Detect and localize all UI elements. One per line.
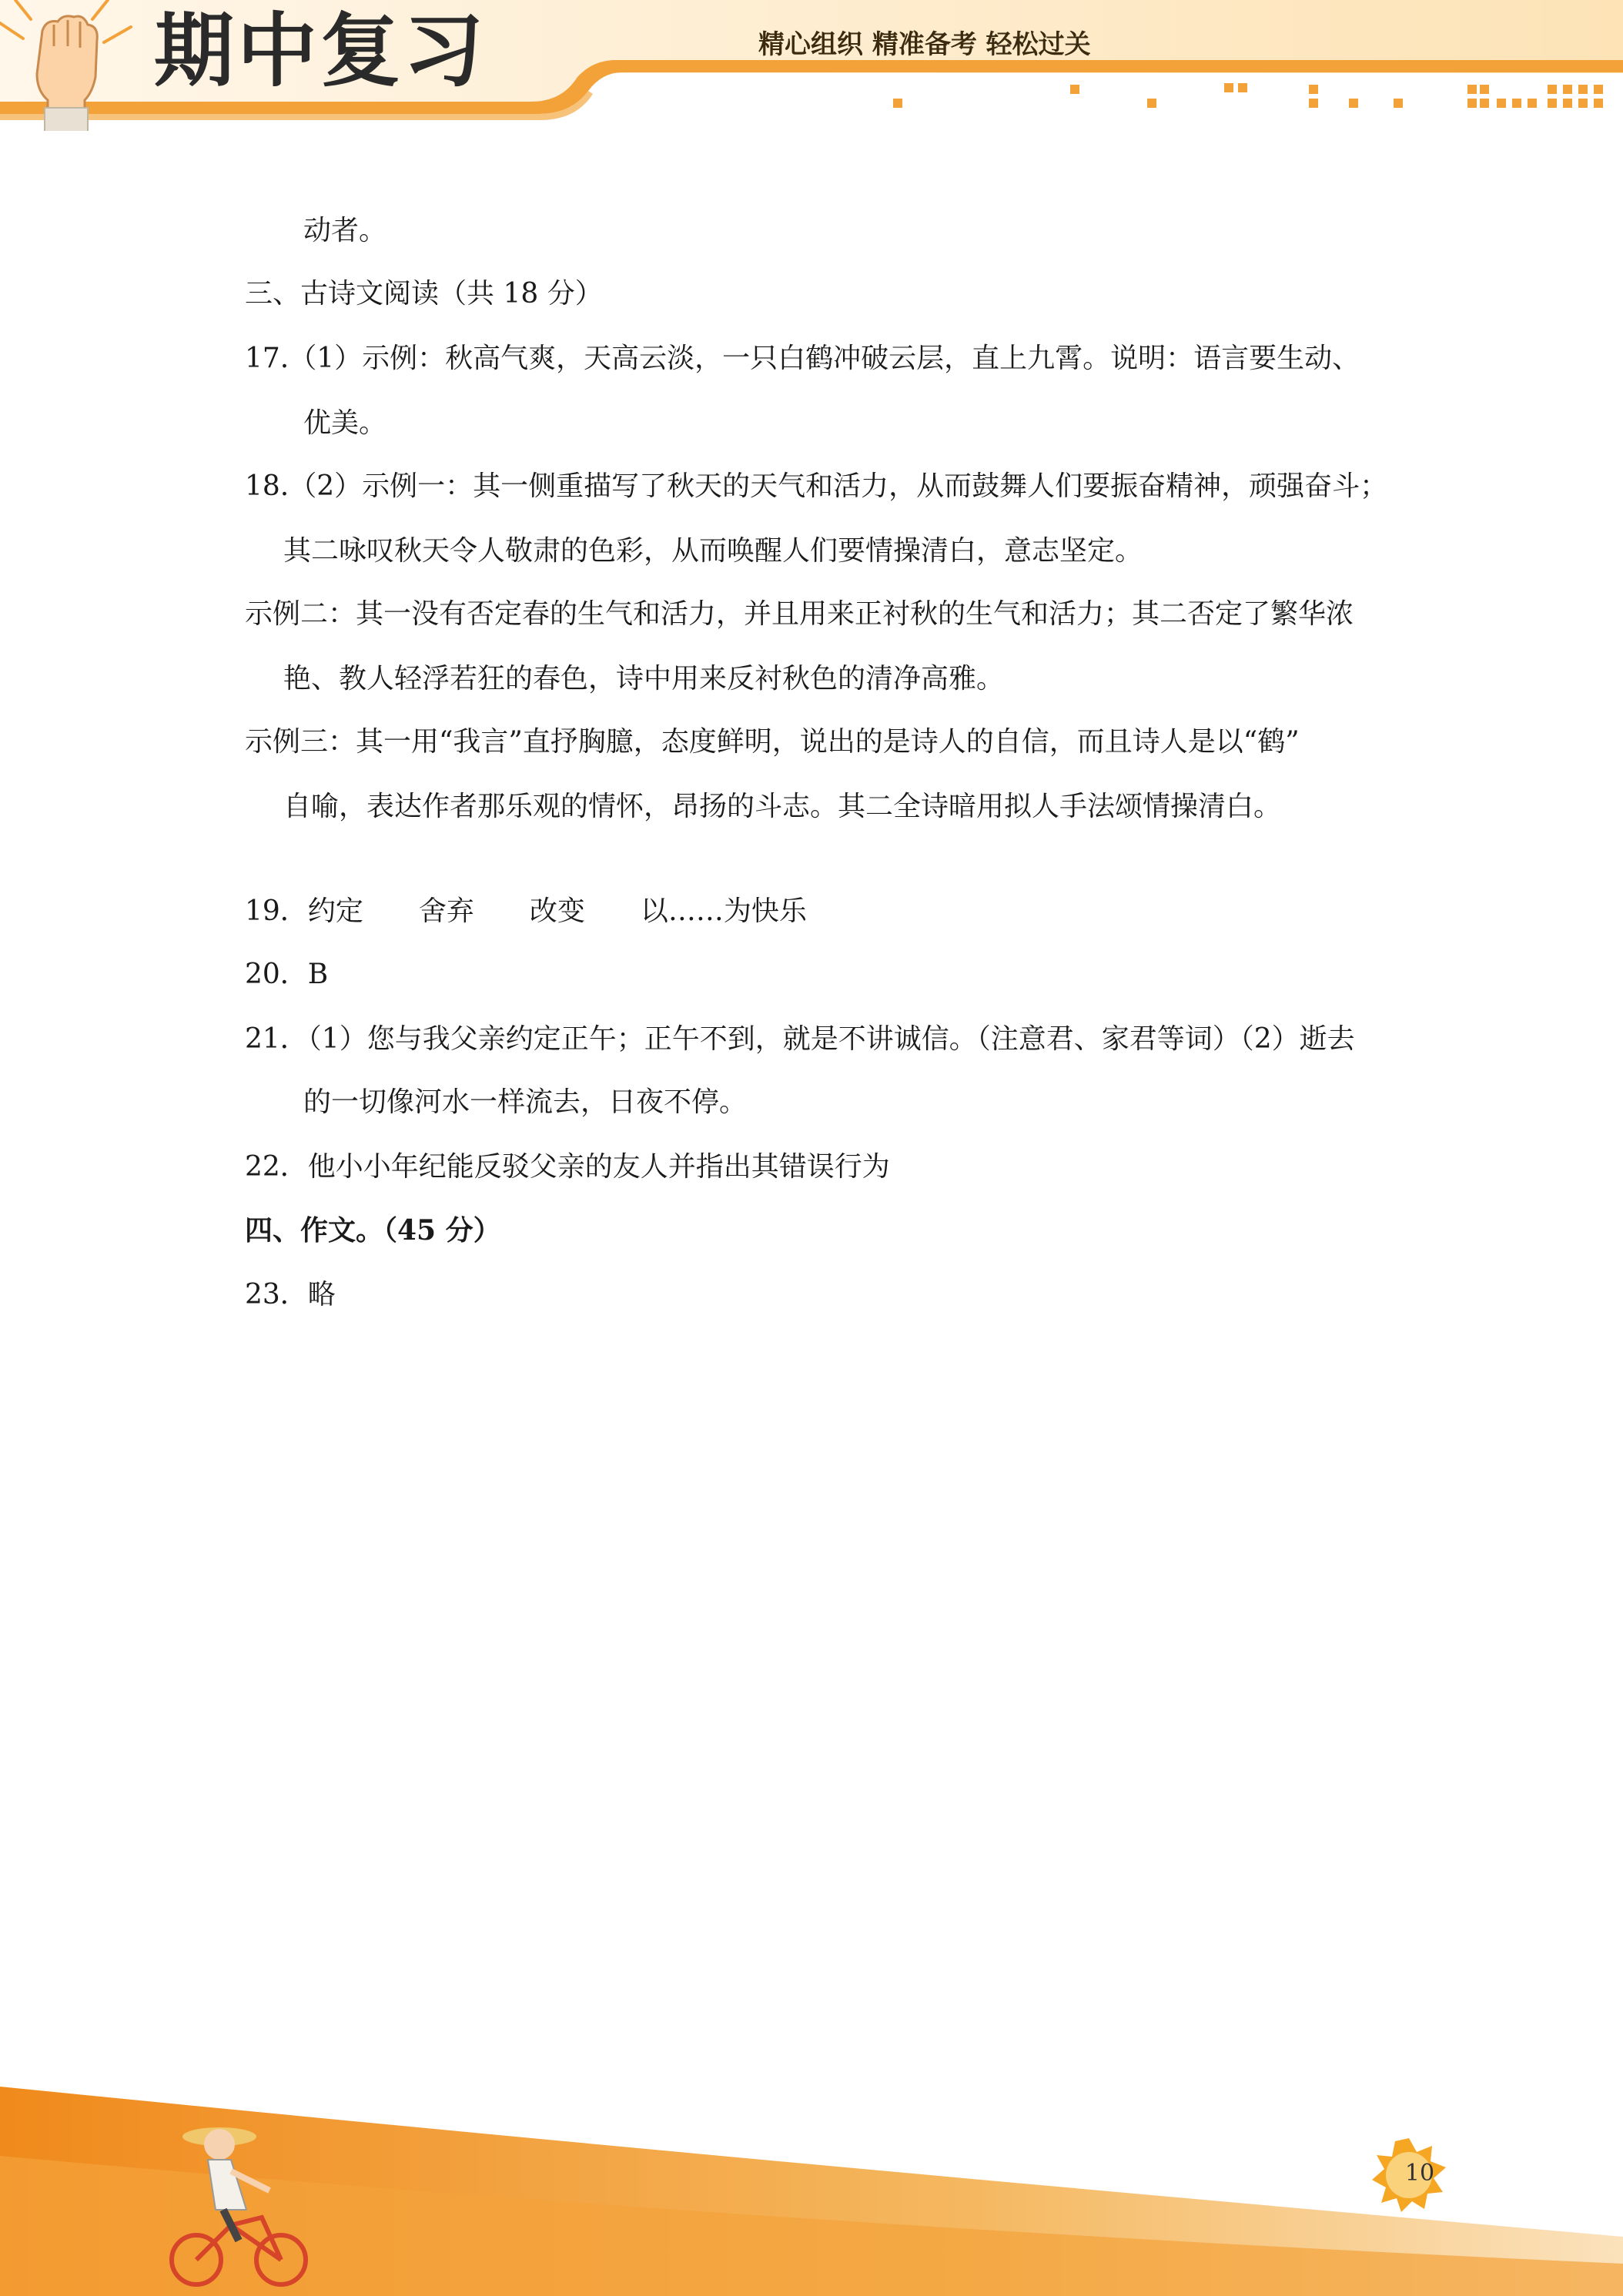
raised-fist-icon [0,0,154,131]
footer-banner [0,2063,1623,2296]
answer-item: 舍弃 [418,895,474,927]
answer-17: 17.（1）示例：秋高气爽，天高云淡，一只白鹤冲破云层，直上九霄。说明：语言要生动、 [245,343,1360,374]
answer-23: 23．略 [245,1279,336,1310]
header-title: 期中复习 [154,4,487,98]
header-slogan: 精心组织 精准备考 轻松过关 [758,29,1091,60]
text-line: 示例二：其一没有否定春的生气和活力，并且用来正衬秋的生气和活力；其二否定了繁华浓 [245,598,1354,630]
page-number: 10 [1404,2160,1435,2187]
answer-19 [245,895,807,929]
decorative-squares [893,83,1603,108]
answer-item: 以……为快乐 [640,895,807,927]
answer-22: 22．他小小年纪能反驳父亲的友人并指出其错误行为 [245,1151,890,1183]
text-line: 艳、教人轻浮若狂的春色，诗中用来反衬秋色的清净高雅。 [283,663,1005,694]
text-line: 动者。 [303,215,387,246]
text-line: 自喻，表达作者那乐观的情怀，昂扬的斗志。其二全诗暗用拟人手法颂情操清白。 [283,791,1282,822]
text-line: 示例三：其一用“我言”直抒胸臆，态度鲜明，说出的是诗人的自信，而且诗人是以“鹤” [245,726,1300,758]
text-line: 的一切像河水一样流去，日夜不停。 [303,1086,748,1118]
answer-20: 20．B [245,959,329,990]
text-line: 其二咏叹秋天令人敬肃的色彩，从而唤醒人们要情操清白，意志坚定。 [283,535,1143,567]
answer-18: 18.（2）示例一：其一侧重描写了秋天的天气和活力，从而鼓舞人们要振奋精神，顽强奋斗； [245,470,1388,502]
section-heading: 三、古诗文阅读（共 18 分） [245,278,603,310]
question-number: 19． [245,895,308,927]
answer-item: 约定 [307,895,363,927]
text-line: 优美。 [303,407,387,439]
answer-item: 改变 [529,895,585,927]
answer-21: 21．（1）您与我父亲约定正午；正午不到，就是不讲诚信。（注意君、家君等词）（2）逝去 [245,1023,1355,1055]
section-heading-composition: 四、作文。（45 分） [245,1214,501,1247]
page-header [0,0,1623,131]
